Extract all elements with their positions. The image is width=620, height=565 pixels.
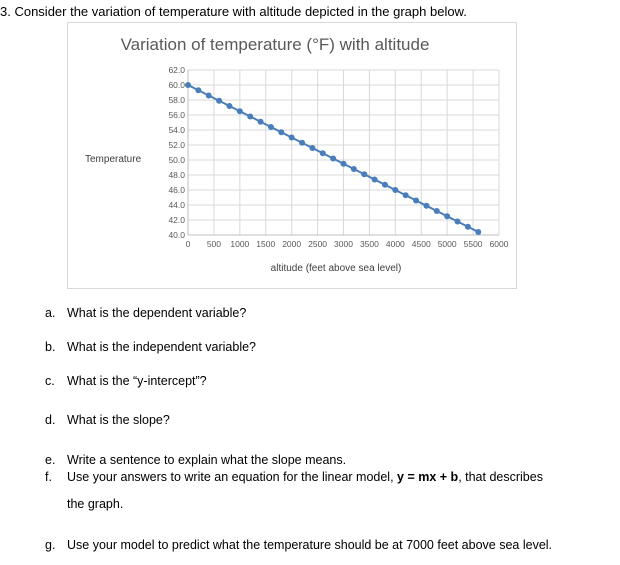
- x-tick-label: 4500: [411, 239, 431, 249]
- data-point: [226, 103, 232, 109]
- data-point: [455, 219, 461, 225]
- item-text: What is the slope?: [67, 413, 170, 427]
- data-point: [361, 171, 367, 177]
- item-text-after: , that describes: [458, 470, 543, 484]
- y-axis-label: Temperature: [85, 154, 142, 165]
- x-tick-label: 1000: [230, 239, 250, 249]
- item-label: e.: [45, 453, 56, 467]
- data-point: [258, 119, 264, 125]
- item-text: Use your model to predict what the temperature should be at 7000 feet above sea level.: [67, 538, 553, 552]
- data-point: [309, 145, 315, 151]
- item-label: f.: [45, 470, 52, 484]
- y-tick-label: 54.0: [168, 125, 185, 135]
- question-heading: 3. Consider the variation of temperature with altitude depicted in the graph below.: [0, 4, 467, 19]
- data-point: [351, 166, 357, 172]
- x-tick-label: 1500: [256, 239, 276, 249]
- data-point: [413, 198, 419, 204]
- y-tick-label: 44.0: [168, 200, 185, 210]
- linear-equation: y = mx + b: [397, 470, 459, 484]
- x-tick-label: 500: [206, 239, 222, 249]
- item-text: What is the dependent variable?: [67, 306, 247, 320]
- data-point: [444, 213, 450, 219]
- data-point: [434, 208, 440, 214]
- x-tick-label: 2500: [308, 239, 328, 249]
- data-point: [216, 98, 222, 104]
- data-point: [299, 140, 305, 146]
- x-tick-label: 5500: [463, 239, 483, 249]
- y-tick-label: 62.0: [168, 65, 185, 75]
- item-label: d.: [45, 413, 56, 427]
- data-point: [320, 150, 326, 156]
- item-text: [67, 470, 543, 484]
- data-point: [341, 161, 347, 167]
- data-point: [247, 114, 253, 120]
- data-point: [330, 156, 336, 162]
- chart-title: Variation of temperature (°F) with altitude: [120, 35, 430, 54]
- y-tick-label: 56.0: [168, 110, 185, 120]
- x-axis-label: altitude (feet above sea level): [270, 263, 402, 274]
- y-tick-label: 58.0: [168, 95, 185, 105]
- item-text: What is the “y-intercept”?: [67, 374, 207, 388]
- data-point: [268, 124, 274, 130]
- data-point: [423, 203, 429, 209]
- x-tick-label: 3000: [334, 239, 353, 249]
- y-tick-label: 50.0: [168, 155, 185, 165]
- y-tick-label: 42.0: [168, 215, 185, 225]
- data-point: [237, 108, 243, 114]
- data-point: [185, 82, 191, 88]
- data-point: [278, 129, 284, 135]
- y-tick-label: 40.0: [168, 230, 185, 240]
- data-point: [475, 229, 481, 235]
- y-tick-label: 46.0: [168, 185, 185, 195]
- temperature-altitude-chart: [68, 23, 518, 290]
- chart-container: [67, 22, 517, 289]
- item-text: What is the independent variable?: [67, 340, 257, 354]
- data-point: [195, 87, 201, 93]
- item-label: g.: [45, 538, 56, 552]
- data-point: [372, 177, 378, 183]
- data-point: [206, 93, 212, 99]
- item-text: Write a sentence to explain what the slope means.: [67, 453, 347, 467]
- data-point: [465, 224, 471, 230]
- item-label: c.: [45, 374, 55, 388]
- x-tick-label: 6000: [489, 239, 509, 249]
- data-point: [403, 192, 409, 198]
- y-tick-label: 60.0: [168, 80, 185, 90]
- item-text-line2: the graph.: [67, 497, 124, 511]
- item-label: b.: [45, 340, 56, 354]
- item-text-before: Use your answers to write an equation for the linear model,: [67, 470, 398, 484]
- x-tick-label: 4000: [385, 239, 405, 249]
- x-tick-label: 3500: [359, 239, 379, 249]
- x-tick-label: 0: [185, 239, 191, 249]
- y-tick-label: 48.0: [168, 170, 185, 180]
- item-label: a.: [45, 306, 56, 320]
- data-point: [382, 182, 388, 188]
- x-tick-label: 5000: [437, 239, 457, 249]
- data-point: [289, 135, 295, 141]
- y-tick-label: 52.0: [168, 140, 185, 150]
- data-point: [392, 187, 398, 193]
- x-tick-label: 2000: [282, 239, 302, 249]
